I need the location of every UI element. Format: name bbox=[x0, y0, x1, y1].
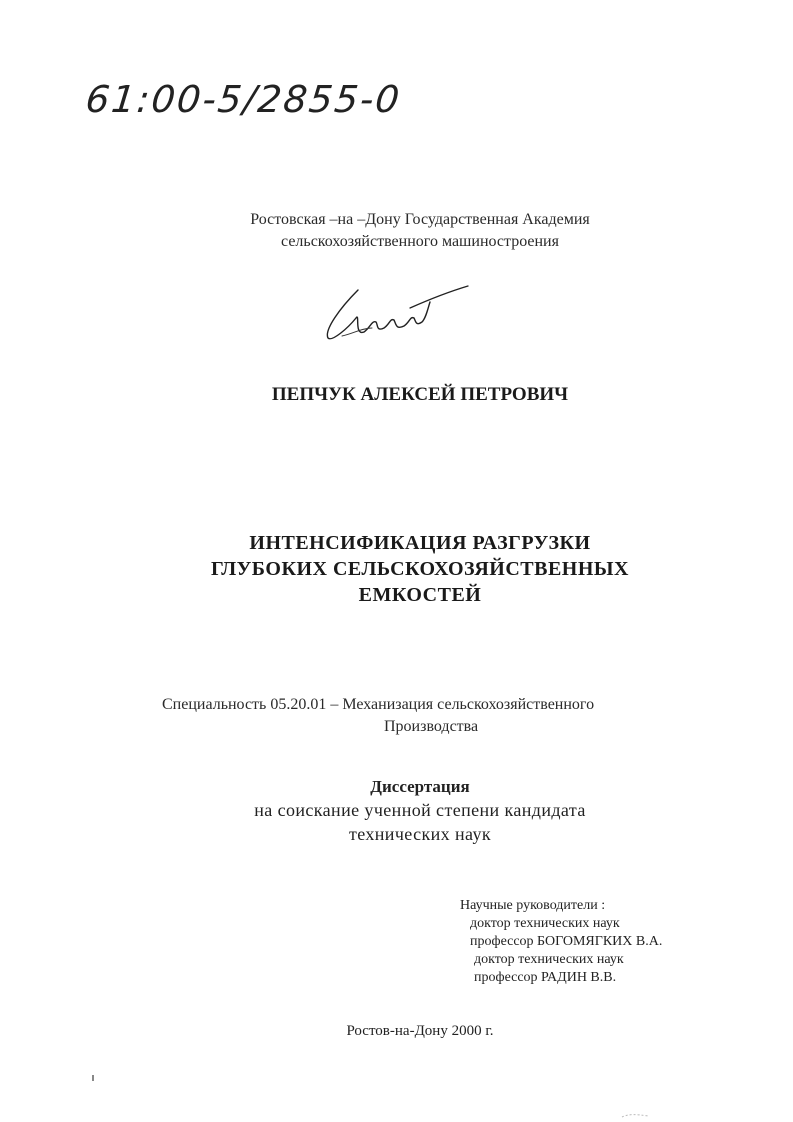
supervisor-1-name: профессор БОГОМЯГКИХ В.А. bbox=[470, 934, 663, 949]
institution-name bbox=[180, 209, 660, 253]
archive-code-handwritten: 61:00-5/2855-0 bbox=[83, 78, 404, 121]
supervisor-1-degree: доктор технических наук bbox=[470, 916, 620, 931]
supervisors-label: Научные руководители : bbox=[460, 898, 606, 913]
dissertation-heading: Диссертация bbox=[370, 777, 470, 796]
title-line-3: ЕМКОСТЕЙ bbox=[358, 584, 482, 606]
institution-line-2: сельскохозяйственного машиностроения bbox=[281, 233, 559, 250]
title-line-1: ИНТЕНСИФИКАЦИЯ РАЗГРУЗКИ bbox=[249, 532, 591, 554]
supervisor-2-name: профессор РАДИН В.В. bbox=[474, 970, 617, 985]
dissertation-title bbox=[140, 530, 700, 608]
scan-speck bbox=[92, 1075, 94, 1081]
institution-line-1: Ростовская –на –Дону Государственная Академия bbox=[250, 211, 590, 228]
specialty-line-2: Производства bbox=[384, 718, 479, 735]
title-line-2: ГЛУБОКИХ СЕЛЬСКОХОЗЯЙСТВЕННЫХ bbox=[211, 558, 629, 580]
supervisors-block bbox=[460, 897, 760, 987]
dissertation-degree-block bbox=[170, 776, 670, 846]
author-name: ПЕПЧУК АЛЕКСЕЙ ПЕТРОВИЧ bbox=[271, 384, 569, 405]
degree-line-2: технических наук bbox=[348, 824, 492, 844]
handwritten-signature-icon bbox=[318, 278, 478, 346]
specialty-line-1: Специальность 05.20.01 – Механизация сельскохозяйственного bbox=[162, 696, 595, 713]
city-and-year: Ростов-на-Дону 2000 г. bbox=[346, 1023, 494, 1039]
scan-smudge bbox=[620, 1113, 650, 1119]
specialty-block bbox=[162, 694, 702, 738]
degree-line-1: на соискание ученной степени кандидата bbox=[254, 800, 586, 820]
supervisor-2-degree: доктор технических наук bbox=[474, 952, 624, 967]
